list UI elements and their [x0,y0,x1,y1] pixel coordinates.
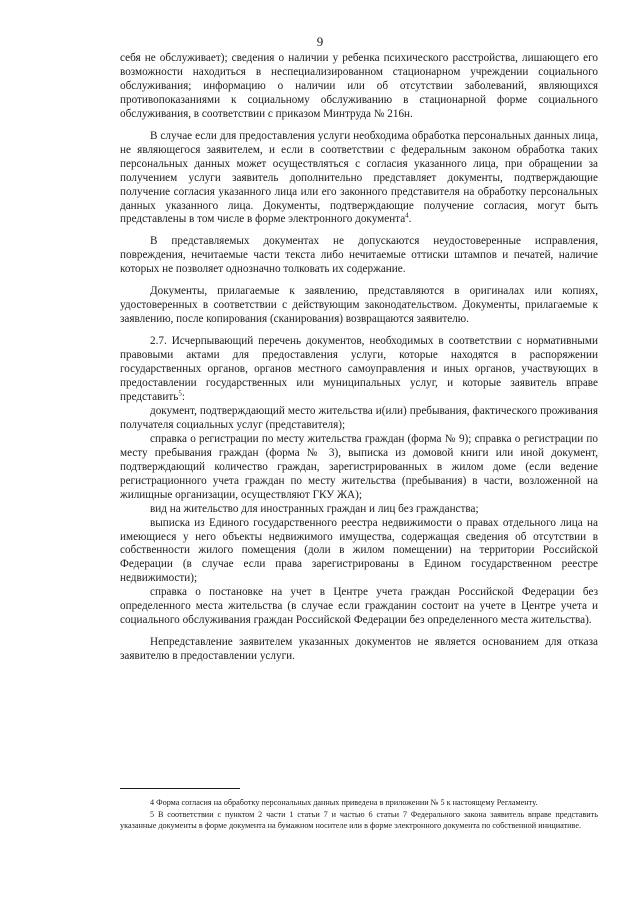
paragraph-text: 2.7. Исчерпывающий перечень документов, необходимых в соответствии с нормативными правовыми актами для предоставления услуги, которые находятся в распоряжении государственных органов, органов местного самоуправления и иных органов, участвующих в предоставлении государственных или муниципальных услуг, и которые заявитель вправе представить [120,335,598,403]
paragraph-non-submission: Непредставление заявителем указанных документов не является основанием для отказа заявителю в предоставлении услуги. [120,636,598,663]
list-item-residence-document: документ, подтверждающий место жительства и(или) пребывания, фактического проживания получателя социальных услуг (представителя); [120,404,598,431]
list-item-registration-certificate: справка о регистрации по месту жительства граждан (форма № 9); справка о регистрации по месту пребывания граждан (форма № 3), выписка из домовой книги или иной документ, подтверждающий количество граждан, зарегистрированных в жилом доме (если ведение регистрационного учета граждан по месту жительства (пребывания) в части, возложенной на жилищные организации, осуществляют ГКУ ЖА); [120,432,598,501]
paragraph-2-7-heading [120,335,598,405]
footnote-ref-5: 5 [178,389,182,398]
footnote-divider [120,788,240,789]
list-item-homeless-registration: справка о постановке на учет в Центре учета граждан Российской Федерации без определенного места жительства (в случае если гражданин состоит на учете в Центре учета и социального обслуживания граждан Российской Федерации без определенного места жительства). [120,586,598,627]
footnote-ref-4: 4 [405,211,409,220]
main-text [120,52,598,664]
paragraph-attached-documents: Документы, прилагаемые к заявлению, представляются в оригиналах или копиях, удостоверенных в соответствии с действующим законодательством. Документы, прилагаемые к заявлению, после копирования (сканирования) возвращаются заявителю. [120,285,598,326]
page-number: 9 [316,34,324,49]
paragraph-personal-data-consent [120,130,598,228]
paragraph-continuation: себя не обслуживает); сведения о наличии у ребенка психического расстройства, лишающего его возможности находиться в неспециализированном стационарном учреждении социального обслуживания; информацию о наличии или об отсутствии заболеваний, являющихся противопоказаниями к социальному обслуживанию в стационарной форме социального обслуживания, в соответствии с приказом Минтруда № 216н. [120,52,598,120]
list-item-property-register-extract: выписка из Единого государственного реестра недвижимости о правах отдельного лица на имеющиеся у него объекты недвижимого имущества, содержащая сведения об отсутствии в собственности жилого помещения (доли в жилом помещении) на территории Российской Федерации (в случае если права зарегистрированы в Едином государственном реестре недвижимости); [120,516,598,585]
paragraph-end: : [181,390,185,403]
footnote-5: 5 В соответствии с пунктом 2 части 1 статьи 7 и частью 6 статьи 7 Федерального закона заявитель вправе представить указанные документы в форме документа на бумажном носителе или в форме электронного документа по собственной инициативе. [120,809,598,831]
footnote-4: 4 Форма согласия на обработку персональных данных приведена в приложении № 5 к настоящему Регламенту. [150,798,538,807]
paragraph-text: В случае если для предоставления услуги необходима обработка персональных данных лица, не являющегося заявителем, и если в соответствии с федеральным законом обработка таких персональных данных может осуществляться с согласия указанного лица, при обращении за получением услуги заявитель дополнительно представляет документы, подтверждающие получение согласия указанного лица или его законного представителя на обработку персональных данных указанного лица. Документы, подтверждающие получение согласия, могут быть представлены в том числе в форме электронного документа [120,129,598,226]
paragraph-end: . [408,213,412,226]
footnotes [120,797,598,832]
list-item-residence-permit: вид на жительство для иностранных граждан и лиц без гражданства; [150,502,479,515]
paragraph-unverified-corrections: В представляемых документах не допускаются неудостоверенные исправления, повреждения, нечитаемые части текста либо нечитаемые оттиски штампов и печатей, наличие которых не позволяет однозначно толковать их содержание. [120,235,598,276]
